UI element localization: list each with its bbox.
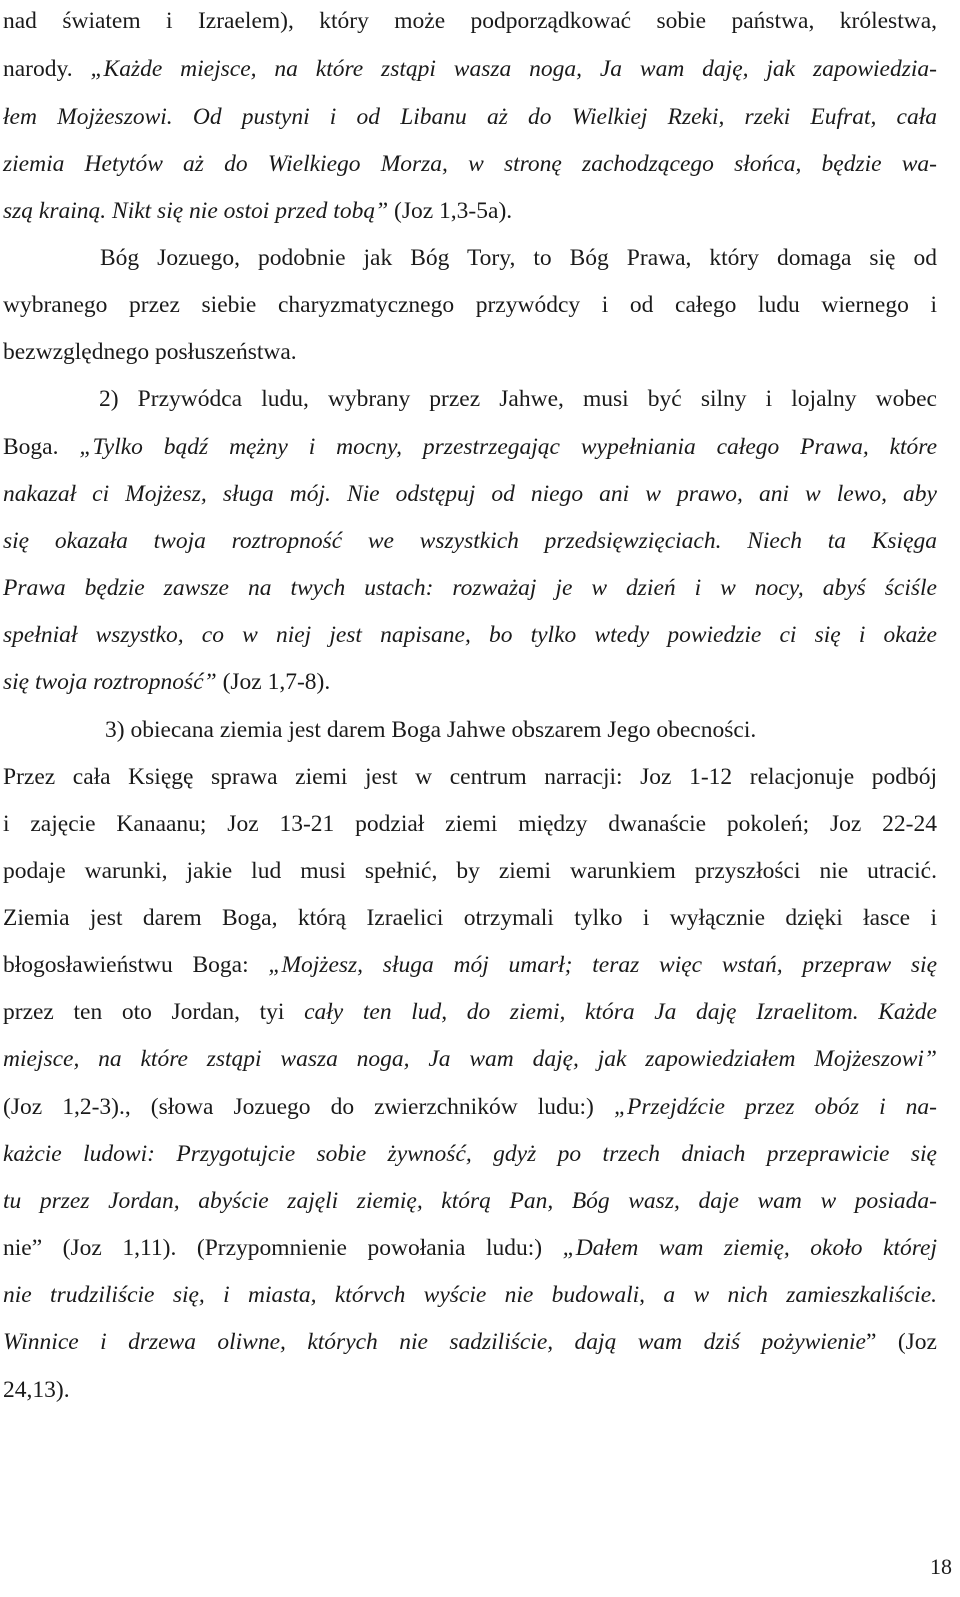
quoted-scripture: miejsce, na które zstąpi wasza noga, Ja wam daję, jak zapowiedziałem Mojżeszowi” — [3, 1046, 937, 1072]
quoted-scripture: „Tylko bądź mężny i mocny, przestrzegając wypełniania całego Prawa, które — [79, 434, 937, 460]
text-line — [3, 1138, 937, 1170]
text-line — [100, 242, 937, 274]
quoted-scripture: szą krainą. Nikt się nie ostoi przed tobą” — [3, 198, 389, 224]
text-run: (Joz 1,3-5a). — [388, 198, 513, 224]
text-line — [3, 1185, 937, 1217]
page-number: 18 — [930, 1554, 952, 1579]
text-line — [3, 1279, 937, 1311]
text-run: narody. — [3, 56, 91, 82]
text-line — [3, 761, 937, 793]
text-line — [3, 5, 937, 37]
text-line — [3, 53, 937, 85]
text-line — [3, 525, 937, 557]
text-line — [3, 101, 937, 133]
text-run: podaje warunki, jakie lud musi spełnić, by ziemi warunkiem przyszłości nie utracić. — [3, 858, 937, 884]
quoted-scripture: ziemia Hetytów aż do Wielkiego Morza, w stronę zachodzącego słońca, będzie wa- — [3, 151, 937, 177]
text-line — [3, 289, 937, 321]
quoted-scripture: „Każde miejsce, na które zstąpi wasza noga, Ja wam daję, jak zapowiedzia- — [90, 56, 937, 82]
text-line — [3, 808, 937, 840]
text-run: Bóg Jozuego, podobnie jak Bóg Tory, to Bóg Prawa, który domaga się od — [100, 245, 937, 271]
text-run: i zajęcie Kanaanu; Joz 13-21 podział ziemi między dwanaście pokoleń; Joz 22-24 — [3, 811, 937, 837]
text-line — [3, 195, 937, 227]
text-run: (Joz 1,2-3)., (słowa Jozuego do zwierzchników ludu:) — [3, 1094, 614, 1120]
quoted-scripture: „Mojżesz, sługa mój umarł; teraz więc wstań, przepraw się — [268, 952, 937, 978]
text-line — [3, 1043, 937, 1075]
text-line — [3, 996, 937, 1028]
quoted-scripture: tu przez Jordan, abyście zajęli ziemię, którą Pan, Bóg wasz, daje wam w posiada- — [3, 1188, 937, 1214]
text-run: bezwzględnego posłuszeństwa. — [3, 339, 297, 365]
text-run: (Joz 1,7-8). — [216, 669, 331, 695]
text-line — [3, 336, 937, 368]
text-line — [3, 855, 937, 887]
quoted-scripture: cały ten lud, do ziemi, która Ja daję Izraelitom. Każde — [304, 999, 937, 1025]
quoted-scripture: każcie ludowi: Przygotujcie sobie żywność, gdyż po trzech dniach przeprawicie się — [3, 1141, 937, 1167]
text-run: 3) obiecana ziemia jest darem Boga Jahwe obszarem Jego obecności. — [105, 717, 757, 743]
quoted-scripture: się twoja roztropność” — [3, 669, 217, 695]
text-run: Boga. — [3, 434, 80, 460]
quoted-scripture: Prawa będzie zawsze na twych ustach: rozważaj je w dzień i w nocy, abyś ściśle — [3, 575, 937, 601]
quoted-scripture: się okazała twoja roztropność we wszystkich przedsięwzięciach. Niech ta Księga — [3, 528, 937, 554]
text-line — [3, 666, 937, 698]
text-line — [99, 383, 937, 415]
text-run: nad światem i Izraelem), który może podporządkować sobie państwa, królestwa, — [3, 8, 937, 34]
quoted-scripture: nakazał ci Mojżesz, sługa mój. Nie odstępuj od niego ani w prawo, ani w lewo, aby — [3, 481, 937, 507]
quoted-scripture: nie trudziliście się, i miasta, którvch wyście nie budowali, a w nich zamieszkaliście. — [3, 1282, 937, 1308]
text-line — [3, 1091, 937, 1123]
text-line — [3, 1326, 937, 1358]
quoted-scripture: „Przejdźcie przez obóz i na- — [613, 1094, 937, 1120]
text-run: przez ten oto Jordan, tyi — [3, 999, 305, 1025]
text-line — [3, 478, 937, 510]
text-line — [3, 1374, 937, 1406]
quoted-scripture: spełniał wszystko, co w niej jest napisane, bo tylko wtedy powiedzie ci się i okaże — [3, 622, 937, 648]
text-line — [3, 572, 937, 604]
text-run: błogosławieństwu Boga: — [3, 952, 269, 978]
text-run: (Joz 1,11). (Przypomnienie powołania ludu:) — [42, 1235, 563, 1261]
quoted-scripture: łem Mojżeszowi. Od pustyni i od Libanu aż do Wielkiej Rzeki, rzeki Eufrat, cała — [3, 104, 937, 130]
text-line — [3, 148, 937, 180]
text-run: Przez cała Księgę sprawa ziemi jest w centrum narracji: Joz 1-12 relacjonuje podbój — [3, 764, 937, 790]
text-line — [3, 431, 937, 463]
text-run: ” (Joz — [865, 1329, 937, 1355]
quoted-scripture: Winnice i drzewa oliwne, których nie sadziliście, dają wam dziś pożywienie — [3, 1329, 866, 1355]
text-line — [3, 902, 937, 934]
text-run: 24,13). — [3, 1377, 70, 1403]
text-run: nie” — [3, 1235, 43, 1261]
text-line — [3, 949, 937, 981]
quoted-scripture: „Dałem wam ziemię, około której — [562, 1235, 937, 1261]
text-run: wybranego przez siebie charyzmatycznego przywódcy i od całego ludu wiernego i — [3, 292, 937, 318]
text-line — [3, 1232, 937, 1264]
text-run: 2) Przywódca ludu, wybrany przez Jahwe, musi być silny i lojalny wobec — [99, 386, 937, 412]
text-run: Ziemia jest darem Boga, którą Izraelici otrzymali tylko i wyłącznie dzięki łasce i — [3, 905, 937, 931]
text-line — [105, 714, 937, 746]
text-line — [3, 619, 937, 651]
